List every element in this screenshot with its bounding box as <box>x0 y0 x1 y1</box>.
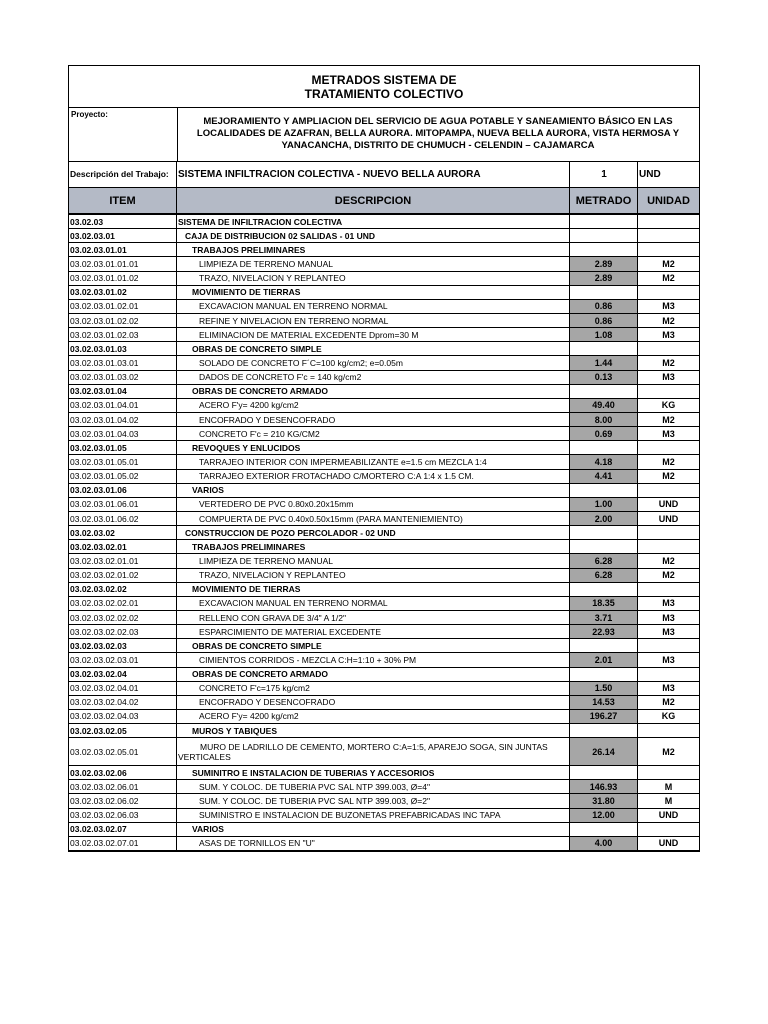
row-unidad: M2 <box>662 315 675 326</box>
work-description: SISTEMA INFILTRACION COLECTIVA - NUEVO BELLA AURORA <box>178 169 481 180</box>
row-description: MOVIMIENTO DE TIERRAS <box>177 286 570 299</box>
row-description: SISTEMA DE INFILTRACION COLECTIVA <box>177 215 570 228</box>
row-item-code: 03.02.03.01.06 <box>69 484 177 497</box>
row-metrado: 4.00 <box>570 837 638 850</box>
table-row <box>69 766 699 780</box>
row-metrado <box>570 668 638 681</box>
row-unidad: M3 <box>662 612 675 623</box>
table-row <box>69 780 699 794</box>
row-metrado: 1.44 <box>570 356 638 369</box>
row-item-code: 03.02.03.02.02.03 <box>69 625 177 638</box>
row-metrado: 6.28 <box>570 554 638 567</box>
table-row <box>69 823 699 837</box>
row-unidad: M <box>664 796 673 807</box>
row-description: MUROS Y TABIQUES <box>177 724 570 737</box>
row-metrado <box>570 540 638 553</box>
table-row <box>69 653 699 667</box>
row-item-code: 03.02.03 <box>69 215 177 228</box>
row-description: DADOS DE CONCRETO F'c = 140 kg/cm2 <box>177 371 570 384</box>
row-description: COMPUERTA DE PVC 0.40x0.50x15mm (PARA MANTENIEMIENTO) <box>177 512 570 525</box>
row-unidad <box>638 342 699 355</box>
table-row <box>69 738 699 766</box>
project-section <box>68 107 700 162</box>
row-unidad <box>638 526 699 539</box>
row-item-code: 03.02.03.02.03 <box>69 639 177 652</box>
row-item-code: 03.02.03.01.05.02 <box>69 470 177 483</box>
row-description: SUMINISTRO E INSTALACION DE BUZONETAS PREFABRICADAS INC TAPA <box>177 809 570 822</box>
row-metrado: 2.00 <box>570 512 638 525</box>
row-unidad <box>638 583 699 596</box>
header-item: ITEM <box>69 188 177 213</box>
table-row <box>69 625 699 639</box>
row-item-code: 03.02.03.01.04.01 <box>69 399 177 412</box>
row-description: CONCRETO F'c=175 kg/cm2 <box>177 682 570 695</box>
row-item-code: 03.02.03.02.04.03 <box>69 710 177 723</box>
row-unidad <box>638 215 699 228</box>
row-unidad: M <box>664 781 673 792</box>
row-description: MOVIMIENTO DE TIERRAS <box>177 583 570 596</box>
row-item-code: 03.02.03.02.03.01 <box>69 653 177 666</box>
row-unidad: UND <box>658 499 679 510</box>
row-unidad: M3 <box>662 626 675 637</box>
row-metrado: 146.93 <box>570 780 638 793</box>
row-metrado: 14.53 <box>570 696 638 709</box>
row-unidad: M3 <box>662 654 675 665</box>
row-item-code: 03.02.03.01 <box>69 229 177 242</box>
row-description: CONSTRUCCION DE POZO PERCOLADOR - 02 UND <box>177 526 570 539</box>
row-metrado <box>570 243 638 256</box>
row-unidad <box>638 668 699 681</box>
table-row <box>69 314 699 328</box>
row-description: TRAZO, NIVELACION Y REPLANTEO <box>177 569 570 582</box>
row-metrado <box>570 342 638 355</box>
table-row <box>69 611 699 625</box>
table-body <box>68 215 700 852</box>
row-item-code: 03.02.03.01.03.01 <box>69 356 177 369</box>
row-metrado: 12.00 <box>570 809 638 822</box>
row-unidad <box>638 243 699 256</box>
row-metrado: 2.89 <box>570 272 638 285</box>
work-description-row <box>68 162 700 188</box>
row-unidad: M2 <box>662 456 675 467</box>
row-unidad: UND <box>658 810 679 821</box>
row-unidad <box>638 229 699 242</box>
row-unidad: M2 <box>662 746 675 757</box>
row-description: REFINE Y NIVELACION EN TERRENO NORMAL <box>177 314 570 327</box>
row-item-code: 03.02.03.01.02 <box>69 286 177 299</box>
row-item-code: 03.02.03.02.02 <box>69 583 177 596</box>
row-unidad: M3 <box>662 329 675 340</box>
row-item-code: 03.02.03.01.05.01 <box>69 455 177 468</box>
row-description: TRABAJOS PRELIMINARES <box>177 243 570 256</box>
table-row <box>69 597 699 611</box>
sheet-title <box>68 65 700 107</box>
row-unidad <box>638 385 699 398</box>
row-unidad: M2 <box>662 570 675 581</box>
row-item-code: 03.02.03.02.04.02 <box>69 696 177 709</box>
table-row <box>69 243 699 257</box>
row-metrado: 4.18 <box>570 455 638 468</box>
row-item-code: 03.02.03.02.02.02 <box>69 611 177 624</box>
table-row <box>69 328 699 342</box>
table-row <box>69 682 699 696</box>
header-descripcion: DESCRIPCION <box>177 188 570 213</box>
row-metrado: 8.00 <box>570 413 638 426</box>
row-item-code: 03.02.03.01.05 <box>69 441 177 454</box>
row-metrado: 2.01 <box>570 653 638 666</box>
row-item-code: 03.02.03.02.01.01 <box>69 554 177 567</box>
row-metrado <box>570 484 638 497</box>
row-item-code: 03.02.03.02.06.01 <box>69 780 177 793</box>
row-description: TRABAJOS PRELIMINARES <box>177 540 570 553</box>
table-row <box>69 399 699 413</box>
row-unidad: M3 <box>662 372 675 383</box>
row-item-code: 03.02.03.02.04.01 <box>69 682 177 695</box>
row-description: SUMINITRO E INSTALACION DE TUBERIAS Y ACCESORIOS <box>177 766 570 779</box>
row-unidad <box>638 286 699 299</box>
table-row <box>69 484 699 498</box>
table-row <box>69 257 699 271</box>
row-description: EXCAVACION MANUAL EN TERRENO NORMAL <box>177 597 570 610</box>
table-row <box>69 356 699 370</box>
row-unidad: M3 <box>662 428 675 439</box>
row-unidad <box>638 484 699 497</box>
row-unidad: UND <box>658 838 679 849</box>
row-description: ELIMINACION DE MATERIAL EXCEDENTE Dprom=30 M <box>177 328 570 341</box>
row-description: VERTEDERO DE PVC 0.80x0.20x15mm <box>177 498 570 511</box>
row-metrado: 1.08 <box>570 328 638 341</box>
row-item-code: 03.02.03.02.01.02 <box>69 569 177 582</box>
row-metrado: 3.71 <box>570 611 638 624</box>
table-row <box>69 583 699 597</box>
row-description: LIMPIEZA DE TERRENO MANUAL <box>177 257 570 270</box>
row-unidad: M2 <box>662 357 675 368</box>
work-label: Descripción del Trabajo: <box>70 169 169 179</box>
table-row <box>69 710 699 724</box>
row-item-code: 03.02.03.01.01.02 <box>69 272 177 285</box>
row-unidad: KG <box>661 400 676 411</box>
work-unidad: UND <box>639 169 661 180</box>
row-description: OBRAS DE CONCRETO ARMADO <box>177 385 570 398</box>
row-item-code: 03.02.03.01.01.01 <box>69 257 177 270</box>
row-unidad: M3 <box>662 683 675 694</box>
row-description: ASAS DE TORNILLOS EN "U" <box>177 837 570 850</box>
row-description: CONCRETO F'c = 210 KG/CM2 <box>177 427 570 440</box>
row-item-code: 03.02.03.02.07 <box>69 823 177 836</box>
table-row <box>69 300 699 314</box>
row-item-code: 03.02.03.01.02.01 <box>69 300 177 313</box>
row-item-code: 03.02.03.02.06.03 <box>69 809 177 822</box>
row-metrado: 196.27 <box>570 710 638 723</box>
row-description: TRAZO, NIVELACION Y REPLANTEO <box>177 272 570 285</box>
row-item-code: 03.02.03.02.05 <box>69 724 177 737</box>
row-item-code: 03.02.03.02.07.01 <box>69 837 177 850</box>
table-row <box>69 837 699 851</box>
row-unidad <box>638 639 699 652</box>
table-row <box>69 371 699 385</box>
row-description: RELLENO CON GRAVA DE 3/4" A 1/2" <box>177 611 570 624</box>
row-metrado <box>570 766 638 779</box>
row-item-code: 03.02.03.01.06.01 <box>69 498 177 511</box>
row-metrado <box>570 526 638 539</box>
work-metrado: 1 <box>601 169 607 180</box>
row-metrado: 4.41 <box>570 470 638 483</box>
table-row <box>69 526 699 540</box>
table-row <box>69 441 699 455</box>
table-header <box>68 188 700 215</box>
row-description: ENCOFRADO Y DESENCOFRADO <box>177 696 570 709</box>
table-row <box>69 809 699 823</box>
title-line-2: TRATAMIENTO COLECTIVO <box>304 87 464 101</box>
row-description: OBRAS DE CONCRETO SIMPLE <box>177 639 570 652</box>
row-metrado: 22.93 <box>570 625 638 638</box>
row-metrado <box>570 639 638 652</box>
row-unidad: KG <box>661 711 676 722</box>
row-metrado: 6.28 <box>570 569 638 582</box>
row-unidad: M2 <box>662 258 675 269</box>
table-row <box>69 569 699 583</box>
row-unidad: M2 <box>662 414 675 425</box>
row-description: SUM. Y COLOC. DE TUBERIA PVC SAL NTP 399.003, Ø=2" <box>177 794 570 807</box>
row-metrado: 0.69 <box>570 427 638 440</box>
row-item-code: 03.02.03.01.03.02 <box>69 371 177 384</box>
row-unidad <box>638 441 699 454</box>
row-metrado: 49.40 <box>570 399 638 412</box>
row-item-code: 03.02.03.01.01 <box>69 243 177 256</box>
row-metrado <box>570 724 638 737</box>
row-unidad: M2 <box>662 697 675 708</box>
row-metrado: 0.86 <box>570 300 638 313</box>
row-metrado: 2.89 <box>570 257 638 270</box>
row-description: VARIOS <box>177 484 570 497</box>
row-metrado <box>570 823 638 836</box>
row-item-code: 03.02.03.01.04.03 <box>69 427 177 440</box>
row-description: REVOQUES Y ENLUCIDOS <box>177 441 570 454</box>
row-metrado: 0.86 <box>570 314 638 327</box>
table-row <box>69 794 699 808</box>
row-unidad: M2 <box>662 273 675 284</box>
table-row <box>69 342 699 356</box>
row-description: ENCOFRADO Y DESENCOFRADO <box>177 413 570 426</box>
table-row <box>69 229 699 243</box>
title-line-1: METRADOS SISTEMA DE <box>311 73 457 87</box>
row-description: VARIOS <box>177 823 570 836</box>
row-metrado: 1.50 <box>570 682 638 695</box>
table-row <box>69 215 699 229</box>
row-metrado: 0.13 <box>570 371 638 384</box>
table-row <box>69 455 699 469</box>
row-unidad: M3 <box>662 301 675 312</box>
table-row <box>69 286 699 300</box>
row-description: ESPARCIMIENTO DE MATERIAL EXCEDENTE <box>177 625 570 638</box>
row-item-code: 03.02.03.02.05.01 <box>69 738 177 765</box>
row-metrado <box>570 229 638 242</box>
table-row <box>69 696 699 710</box>
row-description: ACERO F'y= 4200 kg/cm2 <box>177 399 570 412</box>
header-unidad: UNIDAD <box>647 194 690 207</box>
row-metrado <box>570 583 638 596</box>
row-item-code: 03.02.03.01.02.03 <box>69 328 177 341</box>
row-description: MURO DE LADRILLO DE CEMENTO, MORTERO C:A=1:5, APAREJO SOGA, SIN JUNTAS VERTICALES <box>177 738 570 765</box>
row-unidad: M3 <box>662 598 675 609</box>
table-row <box>69 512 699 526</box>
row-unidad <box>638 766 699 779</box>
row-item-code: 03.02.03.01.03 <box>69 342 177 355</box>
row-item-code: 03.02.03.02.02.01 <box>69 597 177 610</box>
table-row <box>69 724 699 738</box>
row-metrado <box>570 385 638 398</box>
table-row <box>69 427 699 441</box>
row-description: SUM. Y COLOC. DE TUBERIA PVC SAL NTP 399.003, Ø=4" <box>177 780 570 793</box>
row-item-code: 03.02.03.02.01 <box>69 540 177 553</box>
row-description: SOLADO DE CONCRETO F´C=100 kg/cm2; e=0.05m <box>177 356 570 369</box>
table-row <box>69 540 699 554</box>
row-item-code: 03.02.03.02.04 <box>69 668 177 681</box>
row-metrado: 31.80 <box>570 794 638 807</box>
header-metrado: METRADO <box>570 188 638 213</box>
metrados-sheet <box>68 65 700 852</box>
project-divider <box>177 108 178 161</box>
row-item-code: 03.02.03.02.06.02 <box>69 794 177 807</box>
row-description: TARRAJEO INTERIOR CON IMPERMEABILIZANTE e=1.5 cm MEZCLA 1:4 <box>177 455 570 468</box>
row-description: LIMPIEZA DE TERRENO MANUAL <box>177 554 570 567</box>
project-text: MEJORAMIENTO Y AMPLIACION DEL SERVICIO DE AGUA POTABLE Y SANEAMIENTO BÁSICO EN LAS LOCALIDADES DE AZAFRAN, BELLA AURORA. MITOPAMPA, NUEVA BELLA AURORA, VISTA HERMOSA Y YANACANCHA, DISTRITO DE CHUMUCH - CELENDIN – CAJAMARCA <box>196 116 680 151</box>
table-row <box>69 470 699 484</box>
row-unidad: M2 <box>662 471 675 482</box>
row-metrado: 18.35 <box>570 597 638 610</box>
row-unidad <box>638 540 699 553</box>
row-description: OBRAS DE CONCRETO SIMPLE <box>177 342 570 355</box>
row-metrado: 1.00 <box>570 498 638 511</box>
row-item-code: 03.02.03.01.04 <box>69 385 177 398</box>
project-label: Proyecto: <box>71 110 108 119</box>
row-item-code: 03.02.03.01.02.02 <box>69 314 177 327</box>
row-description: EXCAVACION MANUAL EN TERRENO NORMAL <box>177 300 570 313</box>
row-item-code: 03.02.03.01.06.02 <box>69 512 177 525</box>
row-description: TARRAJEO EXTERIOR FROTACHADO C/MORTERO C:A 1:4 x 1.5 CM. <box>177 470 570 483</box>
row-description: CAJA DE DISTRIBUCION 02 SALIDAS - 01 UND <box>177 229 570 242</box>
row-description: CIMIENTOS CORRIDOS - MEZCLA C:H=1:10 + 30% PM <box>177 653 570 666</box>
row-item-code: 03.02.03.02 <box>69 526 177 539</box>
table-row <box>69 554 699 568</box>
row-unidad <box>638 724 699 737</box>
row-metrado: 26.14 <box>570 738 638 765</box>
table-row <box>69 272 699 286</box>
row-description: OBRAS DE CONCRETO ARMADO <box>177 668 570 681</box>
row-description: ACERO F'y= 4200 kg/cm2 <box>177 710 570 723</box>
row-unidad <box>638 823 699 836</box>
row-unidad: M2 <box>662 555 675 566</box>
row-unidad: UND <box>658 513 679 524</box>
table-row <box>69 385 699 399</box>
row-metrado <box>570 286 638 299</box>
table-row <box>69 639 699 653</box>
table-row <box>69 668 699 682</box>
row-item-code: 03.02.03.02.06 <box>69 766 177 779</box>
row-item-code: 03.02.03.01.04.02 <box>69 413 177 426</box>
row-metrado <box>570 441 638 454</box>
table-row <box>69 498 699 512</box>
row-metrado <box>570 215 638 228</box>
table-row <box>69 413 699 427</box>
